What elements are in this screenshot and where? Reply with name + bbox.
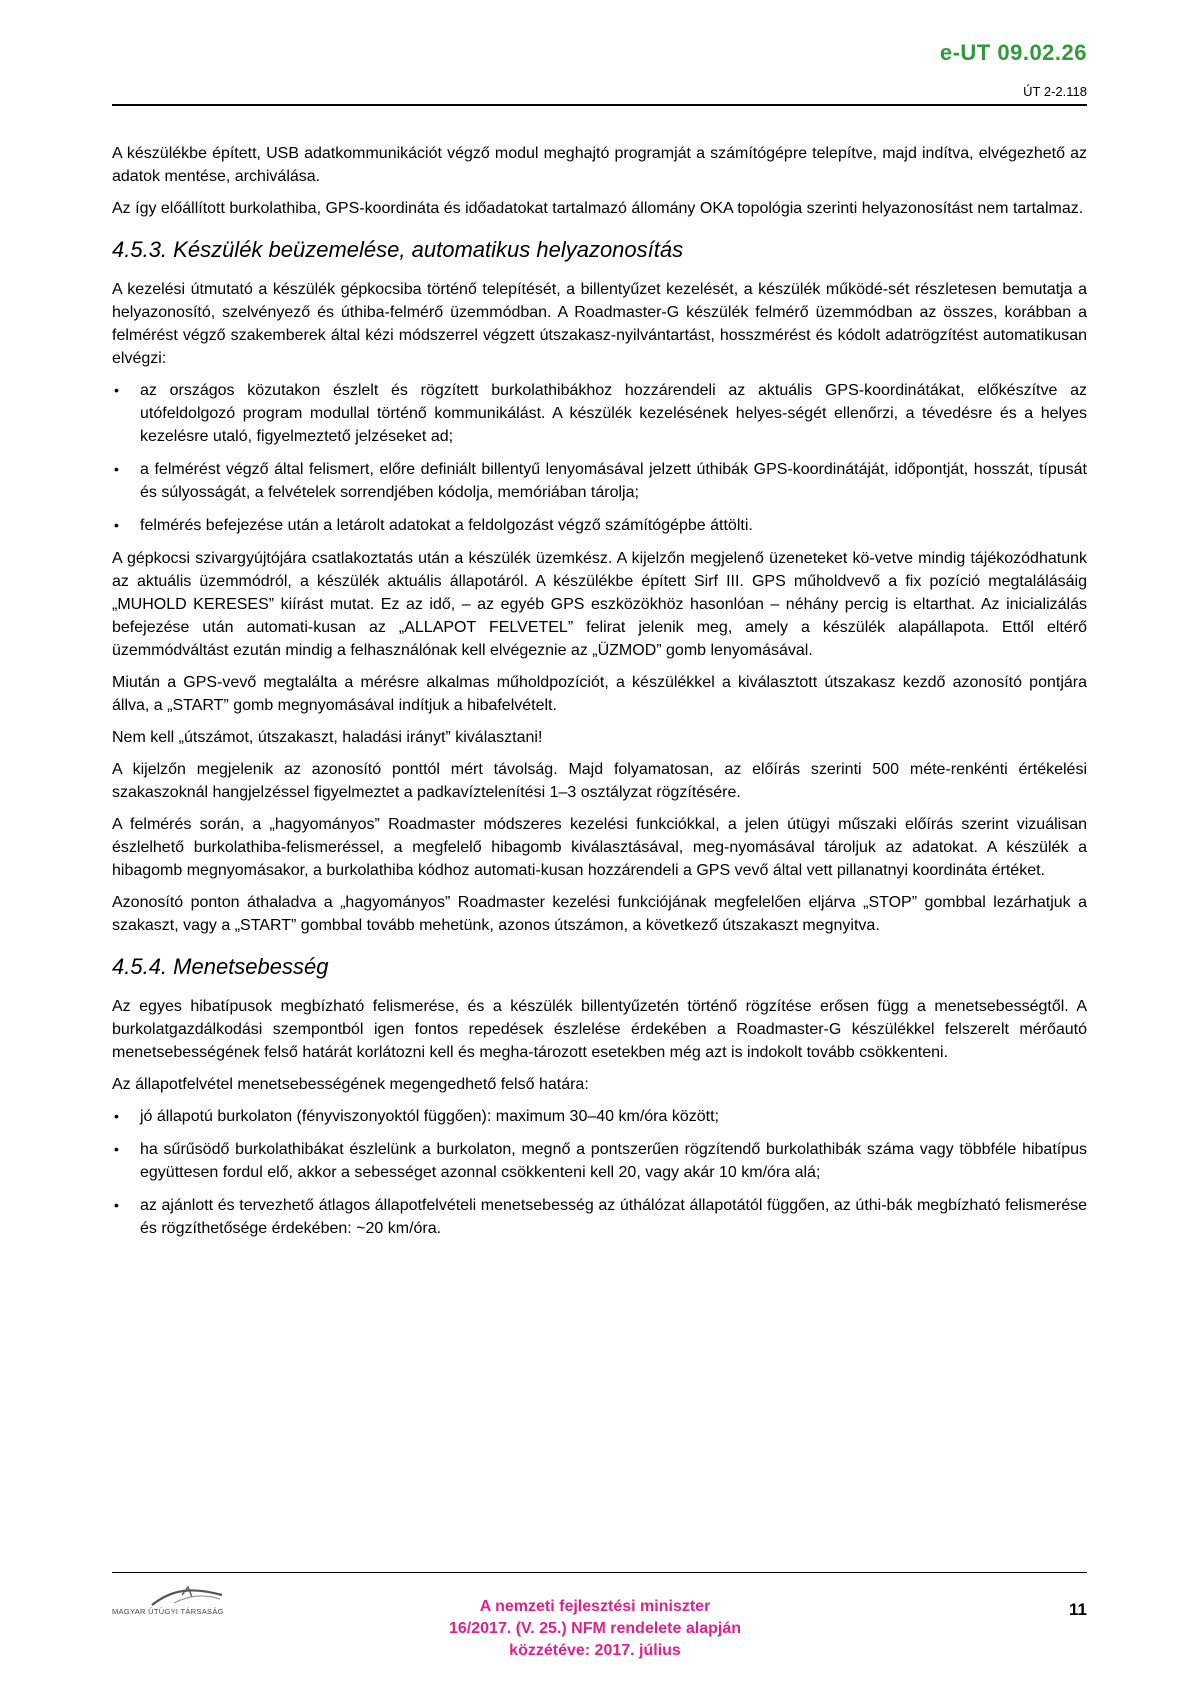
bullet-icon: •	[114, 461, 119, 477]
bullet-icon: •	[114, 382, 119, 398]
road-swoosh-icon	[112, 1585, 272, 1609]
publication-notice	[330, 1596, 860, 1662]
list-item	[112, 1138, 1087, 1184]
list-item	[112, 514, 1087, 537]
paragraph: A felmérés során, a „hagyományos” Roadmaster módszeres kezelési funkciókkal, a jelen útügyi műszaki előírás szerint vizuálisan észlelhető burkolathiba-felismeréssel, a megfelelő hibagomb kiválasztásával, meg-nyomásával tároljuk az adatokat. A készülék a hibagomb megnyomásakor, a burkolathiba kódhoz automati-kusan hozzárendeli a GPS vevő által vett pillanatnyi koordináta értéket.	[112, 816, 1087, 879]
section-heading-4-5-4: 4.5.4. Menetsebesség	[112, 954, 329, 979]
paragraph: Az állapotfelvétel menetsebességének megengedhető felső határa:	[112, 1076, 589, 1093]
list-item	[112, 1105, 1087, 1128]
list-item-text: az ajánlott és tervezhető átlagos állapotfelvételi menetsebesség az úthálózat állapotától függően, az úthi-bák megbízható felismerése és rögzíthetősége érdekében: ~20 km/óra.	[140, 1197, 1087, 1237]
paragraph: Azonosító ponton áthaladva a „hagyományos” Roadmaster kezelési funkciójának megfelelően eljárva „STOP” gombbal lezárhatjuk a szakaszt, vagy a „START” gombbal tovább mehetünk, azonos útszámon, a következő útszakaszt megnyitva.	[112, 894, 1087, 934]
bullet-list	[112, 379, 1087, 537]
publisher-logo	[112, 1585, 272, 1625]
bullet-list	[112, 1105, 1087, 1240]
document-reference: ÚT 2-2.118	[1023, 84, 1087, 99]
paragraph: A kijelzőn megjelenik az azonosító ponttól mért távolság. Majd folyamatosan, az előírás szerinti 500 méte-renkénti értékelési szakaszoknál hangjelzéssel figyelmeztet a padkavíztelenítési 1–3 osztályzat rögzítésére.	[112, 761, 1087, 801]
publisher-logo-text: MAGYAR ÚTÜGYI TÁRSASÁG	[112, 1607, 224, 1616]
bullet-icon: •	[114, 1108, 119, 1124]
list-item-text: felmérés befejezése után a letárolt adatokat a feldolgozást végző számítógépbe áttölti.	[140, 517, 753, 534]
list-item	[112, 1194, 1087, 1240]
paragraph: A gépkocsi szivargyújtójára csatlakoztatás után a készülék üzemkész. A kijelzőn megjelenő üzeneteket kö-vetve mindig tájékozódhatunk az aktuális üzemmódról, a készülék aktuális állapotáról. A készülékbe épített Sirf III. GPS műholdvevő a fix pozíció megtalálásáig „MUHOLD KERESES” kiírást mutat. Ez az idő, – az egyéb GPS eszközökhöz hasonlóan – néhány percig is eltarthat. Az inicializálás befejezése után automati-kusan az „ALLAPOT FELVETEL” felirat jelenik meg, amely a készülék alapállapota. Ettől eltérő üzemmódváltást ezután mindig a felhasználónak kell elvégeznie az „ÜZMOD” gomb lenyomásával.	[112, 550, 1087, 659]
list-item	[112, 458, 1087, 504]
bullet-icon: •	[114, 1197, 119, 1213]
publication-notice-line: 16/2017. (V. 25.) NFM rendelete alapján	[449, 1620, 741, 1637]
bullet-icon: •	[114, 517, 119, 533]
page-number: 11	[1069, 1600, 1087, 1619]
paragraph: A kezelési útmutató a készülék gépkocsiba történő telepítését, a billentyűzet kezelését, a készülék működé-sét részletesen bemutatja a helyazonosító, szelvényező és úthiba-felmérő üzemmódban. A Roadmaster-G készülék felmérő üzemmódban az összes, korábban a felmérést végző szakemberek által kézi módszerrel végzett útszakasz-nyilvántartást, hosszmérést és kódolt adatrögzítést automatikusan elvégzi:	[112, 281, 1087, 367]
paragraph: Miután a GPS-vevő megtalálta a mérésre alkalmas műholdpozíciót, a készülékkel a kiválasztott útszakasz kezdő azonosító pontjára állva, a „START” gomb megnyomásával indítjuk a hibafelvételt.	[112, 674, 1087, 714]
paragraph: Az egyes hibatípusok megbízható felismerése, és a készülék billentyűzetén történő rögzítése erősen függ a menetsebességtől. A burkolatgazdálkodási szempontból igen fontos repedések észlelése érdekében a Roadmaster-G készülékkel felszerelt mérőautó menetsebességének felső határát korlátozni kell és megha-tározott esetekben még azt is indokolt tovább csökkenteni.	[112, 998, 1087, 1061]
header-divider	[112, 104, 1087, 106]
publication-notice-line: A nemzeti fejlesztési miniszter	[479, 1598, 711, 1615]
list-item-text: a felmérést végző által felismert, előre definiált billentyű lenyomásával jelzett úthibák GPS-koordinátáját, időpontját, hosszát, típusát és súlyosságát, a felvételek sorrendjében kódolja, memóriában tárolja;	[140, 461, 1087, 501]
list-item-text: az országos közutakon észlelt és rögzített burkolathibákhoz hozzárendeli az aktuális GPS-koordinátákat, előkészítve az utófeldolgozó program modullal történő kommunikálást. A készülék kezelésének helyes-ségét ellenőrzi, a tévedésre és a helyes kezelésre utaló, figyelmeztető jelzéseket ad;	[140, 382, 1087, 445]
list-item	[112, 379, 1087, 448]
list-item-text: ha sűrűsödő burkolathibákat észlelünk a burkolaton, megnő a pontszerűen rögzítendő burkolathibák száma vagy többféle hibatípus együttesen fordul elő, akkor a sebességet azonnal csökkenteni kell 20, vagy akár 10 km/óra alá;	[140, 1141, 1087, 1181]
footer-divider	[112, 1572, 1087, 1573]
bullet-icon: •	[114, 1141, 119, 1157]
section-heading-4-5-3: 4.5.3. Készülék beüzemelése, automatikus helyazonosítás	[112, 237, 684, 262]
publication-notice-line: közzétéve: 2017. július	[509, 1642, 681, 1659]
page-content	[112, 142, 1087, 1250]
document-code: e-UT 09.02.26	[939, 40, 1087, 65]
paragraph: Nem kell „útszámot, útszakaszt, haladási irányt” kiválasztani!	[112, 729, 543, 746]
paragraph: Az így előállított burkolathiba, GPS-koordináta és időadatokat tartalmazó állomány OKA topológia szerinti helyazonosítást nem tartalmaz.	[112, 200, 1084, 217]
paragraph: A készülékbe épített, USB adatkommunikációt végző modul meghajtó programját a számítógépre telepítve, majd indítva, elvégezhető az adatok mentése, archiválása.	[112, 145, 1087, 185]
list-item-text: jó állapotú burkolaton (fényviszonyoktól függően): maximum 30–40 km/óra között;	[140, 1108, 719, 1125]
